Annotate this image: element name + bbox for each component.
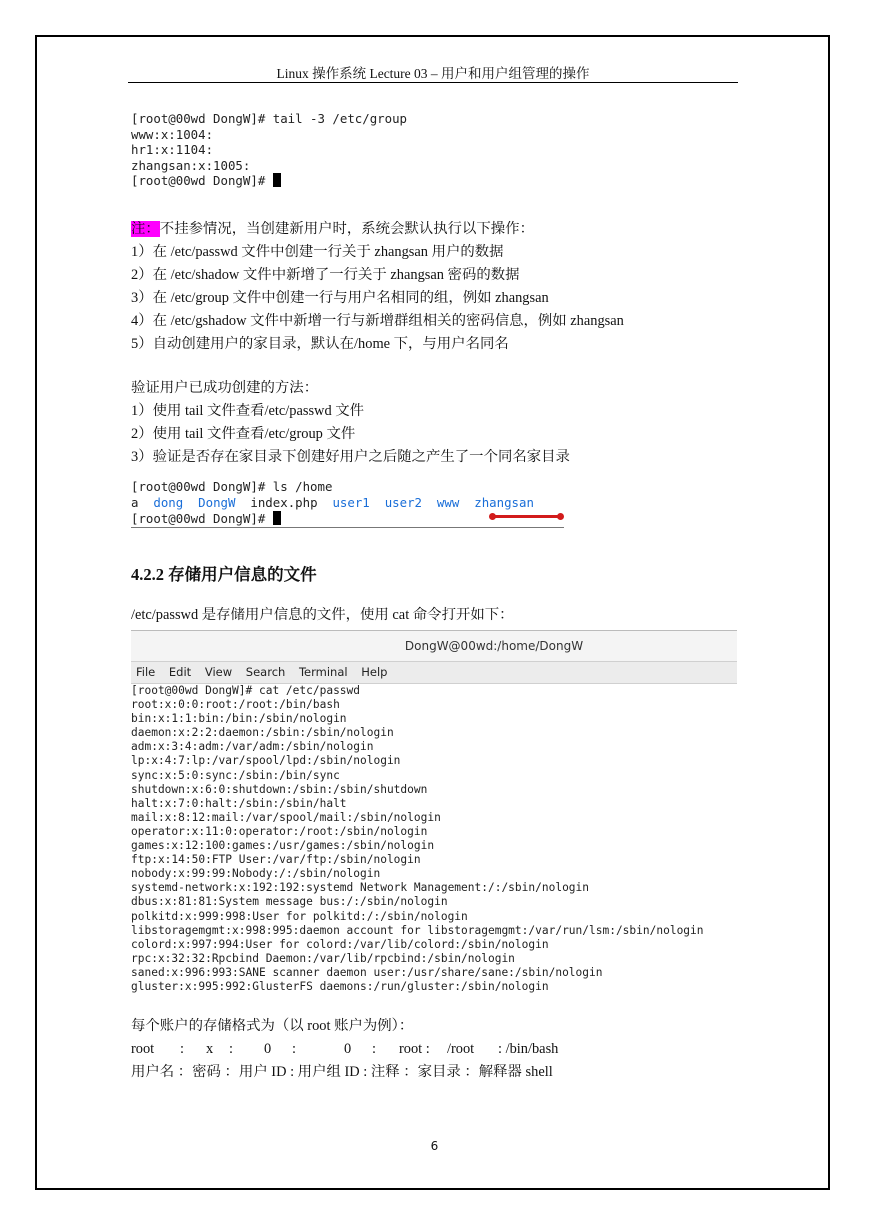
terminal-line: [root@00wd DongW]# tail -3 /etc/group [131, 111, 408, 126]
terminal-line: [root@00wd DongW]# ls /home [131, 479, 333, 494]
passwd-line: colord:x:997:994:User for colord:/var/lib/colord:/sbin/nologin [131, 937, 549, 951]
format-sep: : [372, 1041, 376, 1057]
terminal-prompt-line [131, 511, 534, 527]
format-field: : /bin/bash [498, 1041, 559, 1057]
passwd-line: polkitd:x:999:998:User for polkitd:/:/sbin/nologin [131, 909, 468, 923]
format-example-row [131, 1038, 558, 1061]
terminal-group-output [131, 111, 407, 189]
passwd-output [131, 684, 737, 994]
note-item: 4）在 /etc/gshadow 文件中新增一行与新增群组相关的密码信息，例如 zhangsan [131, 313, 624, 329]
terminal-prompt: [root@00wd DongW]# [131, 511, 273, 526]
format-sep: : [229, 1041, 233, 1057]
terminal-line: zhangsan:x:1005: [131, 157, 251, 173]
terminal-line: www:x:1004: [131, 126, 214, 142]
ls-entry-dongw: DongW [198, 495, 236, 510]
header-rule [128, 82, 738, 83]
format-labels: 用户名 ：密码 ：用户 ID : 用户组 ID : 注释 ：家目录 ：解释器 shell [131, 1064, 553, 1080]
passwd-line: halt:x:7:0:halt:/sbin:/sbin/halt [131, 796, 347, 810]
window-menubar [131, 661, 737, 684]
menu-help[interactable]: Help [361, 665, 388, 679]
passwd-line: operator:x:11:0:operator:/root:/sbin/nologin [131, 824, 428, 838]
format-field: root [131, 1041, 155, 1057]
running-header: Linux 操作系统 Lecture 03 – 用户和用户组管理的操作 [276, 66, 590, 81]
passwd-line: libstoragemgmt:x:998:995:daemon account for libstoragemgmt:/var/run/lsm:/sbin/nologin [131, 923, 704, 937]
note-item: 1）在 /etc/passwd 文件中创建一行关于 zhangsan 用户的数据 [131, 244, 504, 260]
passwd-line: bin:x:1:1:bin:/bin:/sbin/nologin [131, 712, 347, 726]
terminal-prompt: [root@00wd DongW]# [131, 173, 273, 188]
format-sep: : [180, 1041, 184, 1057]
terminal-prompt-line [131, 173, 407, 189]
menu-terminal[interactable]: Terminal [298, 665, 348, 679]
passwd-line: gluster:x:995:992:GlusterFS daemons:/run/gluster:/sbin/nologin [131, 979, 549, 993]
passwd-line: [root@00wd DongW]# cat /etc/passwd [131, 684, 361, 697]
note-intro-text: 不挂参情况，当创建新用户时，系统会默认执行以下操作： [159, 221, 534, 237]
verify-section [131, 377, 570, 469]
format-title: 每个账户的存储格式为（以 root 账户为例）： [131, 1018, 414, 1034]
passwd-line: nobody:x:99:99:Nobody:/:/sbin/nologin [131, 867, 381, 881]
ls-entry-index-php: index.php [250, 495, 318, 510]
page-number: 6 [430, 1139, 439, 1153]
menu-view[interactable]: View [204, 665, 233, 679]
verify-item: 1）使用 tail 文件查看/etc/passwd 文件 [131, 403, 365, 419]
menu-edit[interactable]: Edit [168, 665, 192, 679]
verify-item: 3）验证是否存在家目录下创建好用户之后随之产生了一个同名家目录 [131, 449, 570, 465]
annotation-dot-right [557, 513, 564, 520]
passwd-line: games:x:12:100:games:/usr/games:/sbin/nologin [131, 839, 435, 853]
passwd-line: dbus:x:81:81:System message bus:/:/sbin/nologin [131, 895, 448, 909]
passwd-line: daemon:x:2:2:daemon:/sbin:/sbin/nologin [131, 726, 394, 740]
verify-item: 2）使用 tail 文件查看/etc/group 文件 [131, 426, 356, 442]
passwd-line: shutdown:x:6:0:shutdown:/sbin:/sbin/shutdown [131, 782, 428, 796]
red-underline-annotation [493, 515, 561, 518]
window-titlebar: DongW@00wd:/home/DongW [131, 631, 737, 661]
verify-title: 验证用户已成功创建的方法： [131, 380, 319, 396]
ls-entry-www: www [436, 495, 460, 510]
ls-entry-dong: dong [153, 495, 184, 510]
passwd-line: systemd-network:x:192:192:systemd Network Management:/:/sbin/nologin [131, 881, 590, 895]
note-intro [131, 218, 624, 241]
note-tag-highlight: 注： [131, 221, 160, 237]
terminal-home-listing [131, 479, 534, 527]
note-item: 5）自动创建用户的家目录，默认在/home 下，与用户名同名 [131, 336, 509, 352]
passwd-line: sync:x:5:0:sync:/sbin:/bin/sync [131, 768, 340, 782]
passwd-line: lp:x:4:7:lp:/var/spool/lpd:/sbin/nologin [131, 754, 401, 768]
ls-entry-user1: user1 [332, 495, 370, 510]
note-section [131, 218, 624, 356]
terminal-bottom-rule [131, 527, 564, 528]
format-field: root : [399, 1041, 430, 1057]
note-item: 3）在 /etc/group 文件中创建一行与用户名相同的组，例如 zhangsan [131, 290, 549, 306]
ls-entry-a: a [131, 495, 139, 510]
note-item: 2）在 /etc/shadow 文件中新增了一行关于 zhangsan 密码的数据 [131, 267, 520, 283]
format-field: 0 [344, 1041, 352, 1057]
passwd-intro: /etc/passwd 是存储用户信息的文件，使用 cat 命令打开如下： [131, 607, 514, 623]
menu-file[interactable]: File [136, 665, 156, 679]
menu-search[interactable]: Search [245, 665, 286, 679]
passwd-line: adm:x:3:4:adm:/var/adm:/sbin/nologin [131, 740, 374, 754]
format-section [131, 1015, 558, 1084]
format-field: 0 [264, 1041, 272, 1057]
terminal-window [131, 630, 737, 992]
ls-entry-zhangsan: zhangsan [474, 495, 534, 510]
format-sep: : [292, 1041, 296, 1057]
ls-output-row [131, 495, 534, 511]
passwd-line: root:x:0:0:root:/root:/bin/bash [131, 698, 340, 712]
passwd-line: mail:x:8:12:mail:/var/spool/mail:/sbin/nologin [131, 810, 441, 824]
passwd-line: saned:x:996:993:SANE scanner daemon user:/usr/share/sane:/sbin/nologin [131, 965, 603, 979]
section-heading: 4.2.2 存储用户信息的文件 [131, 565, 317, 584]
passwd-line: rpc:x:32:32:Rpcbind Daemon:/var/lib/rpcbind:/sbin/nologin [131, 951, 515, 965]
ls-entry-user2: user2 [384, 495, 422, 510]
format-field: /root [447, 1041, 475, 1057]
cursor-block [273, 511, 281, 525]
format-field: x [206, 1041, 214, 1057]
annotation-dot-left [489, 513, 496, 520]
cursor-block [273, 173, 281, 187]
terminal-line: hr1:x:1104: [131, 142, 214, 157]
passwd-line: ftp:x:14:50:FTP User:/var/ftp:/sbin/nologin [131, 853, 421, 867]
